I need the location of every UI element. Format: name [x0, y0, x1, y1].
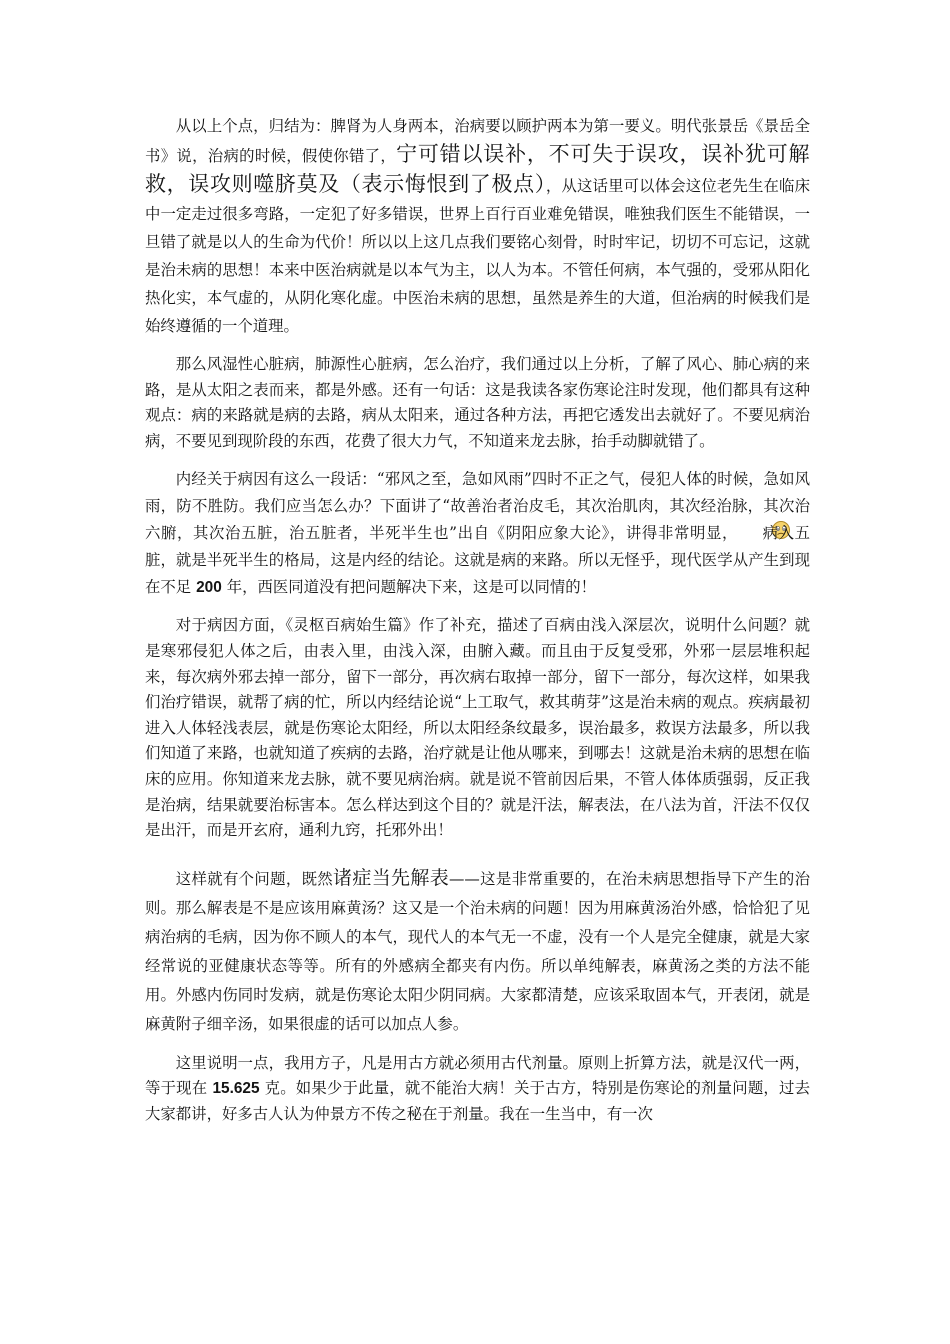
paragraph-1-emphasis: 宁可错以误补，不可失于误攻，误补犹可解救，误攻则噬脐莫及（表示悔恨到了极点）	[145, 142, 810, 196]
paragraph-3-number: 200	[196, 579, 222, 597]
paragraph-6-number: 15.625	[212, 1080, 260, 1098]
paragraph-6	[145, 1051, 810, 1128]
paragraph-5-text-c: ——这是非常重要的，在治未病思想指导下产生的治则。那么解表是不是应该用麻黄汤？这又是一个治未病的问题！因为用麻黄汤治外感，恰恰犯了见病治病的毛病，因为你不顾人的本气，现代人的本气无一不虚，没有一个人是完全健康，就是大家经常说的亚健康状态等等。所有的外感病全都夹有内伤。所以单纯解表，麻黄汤之类的方法不能用。外感内伤同时发病，就是伤寒论太阳少阴同病。大家都清楚，应该采取固本气，开表闭，就是麻黄附子细辛汤，如果很虚的话可以加点人参。	[145, 869, 810, 1033]
paragraph-6-text-b: 克。如果少于此量，就不能治大病！关于古方，特别是伤寒论的剂量问题，过去大家都讲，好多古人认为仲景方不传之秘在于剂量。我在一生当中，有一次	[145, 1079, 810, 1123]
paragraph-4: 对于病因方面，《灵枢百病始生篇》作了补充，描述了百病由浅入深层次，说明什么问题？就是寒邪侵犯人体之后，由表入里，由浅入深，由腑入藏。而且由于反复受邪，外邪一层层堆积起来，每次病外邪去掉一部分，留下一部分，再次病右取掉一部分，留下一部分，每次这样，如果我们治疗错误，就帮了病的忙，所以内经结论说“上工取气，救其萌芽”这是治未病的观点。疾病最初进入人体轻浅表层，就是伤寒论太阳经，所以太阳经条纹最多，误治最多，救误方法最多，所以我们知道了来路，也就知道了疾病的去路，治疗就是让他从哪来，到哪去！这就是治未病的思想在临床的应用。你知道来龙去脉，就不要见病治病。就是说不管前因后果，不管人体体质强弱，反正我是治病，结果就要治标害本。怎么样达到这个目的？就是汗法，解表法，在八法为首，汗法不仅仅是出汗，而是开玄府，通利九窍，托邪外出！	[145, 616, 810, 840]
paragraph-5-emphasis: 诸症当先解表	[333, 866, 450, 889]
paragraph-1-text-c: ，从这话里可以体会这位老先生在临床中一定走过很多弯路，一定犯了好多错误，世界上百行百业难免错误，唯独我们医生不能错误，一旦错了就是以人的生命为代价！所以以上这几点我们要铭心刻骨，时时牢记，切切不可忘记，这就是治未病的思想！本来中医治病就是以本气为主，以人为本。不管任何病，本气强的，受邪从阳化热化实，本气虚的，从阴化寒化虚。中医治未病的思想，虽然是养生的大道，但治病的时候我们是始终遵循的一个道理。	[145, 177, 810, 335]
paragraph-1	[145, 112, 810, 340]
paragraph-3-text-a: 内经关于病因有这么一段话：“邪风之至，急如风雨”四时不正之气，侵犯人体的时候，急如风雨，防不胜防。我们应当怎么办？下面讲了“故善治者治皮毛，其次治肌肉，其次经治脉，其次治六腑，其次治五脏，治五脏者，半死半生也”出自《阴阳应象大论》，讲得非常明显，	[145, 470, 810, 543]
paragraph-5	[145, 864, 810, 1039]
paragraph-3	[145, 466, 810, 601]
paragraph-3-text-b: 病入五脏，就是半死半生的格局，这是内经的结论。这就是病的来路。所以无怪乎，现代医学从产生到现在不足	[145, 524, 810, 597]
paragraph-1-text-a: 从以上个点，归结为：脾肾为人身两本，治病要以顾护两本为第一要义。明代张景岳《景岳全书》说，治病的时候，假使你错了，	[145, 117, 810, 165]
paragraph-5-text-a: 这样就有个问题，既然	[175, 869, 334, 888]
paragraph-3-text-c: 年，西医同道没有把问题解决下来，这是可以同情的！	[226, 578, 597, 597]
paragraph-2: 那么风湿性心脏病，肺源性心脏病，怎么治疗，我们通过以上分析，了解了风心、肺心病的来路，是从太阳之表而来，都是外感。还有一句话：这是我读各家伤寒论注时发现，他们都具有这种观点：病的来路就是病的去路，病从太阳来，通过各种方法，再把它透发出去就好了。不要见病治病，不要见到现阶段的东西，花费了很大力气，不知道来龙去脉，抬手动脚就错了。	[145, 355, 810, 450]
paragraph-6-text-a: 这里说明一点，我用方子，凡是用古方就必须用古代剂量。原则上折算方法，就是汉代一两，等于现在	[145, 1053, 810, 1098]
sad-face-icon	[740, 520, 760, 540]
document-page	[145, 112, 810, 1140]
